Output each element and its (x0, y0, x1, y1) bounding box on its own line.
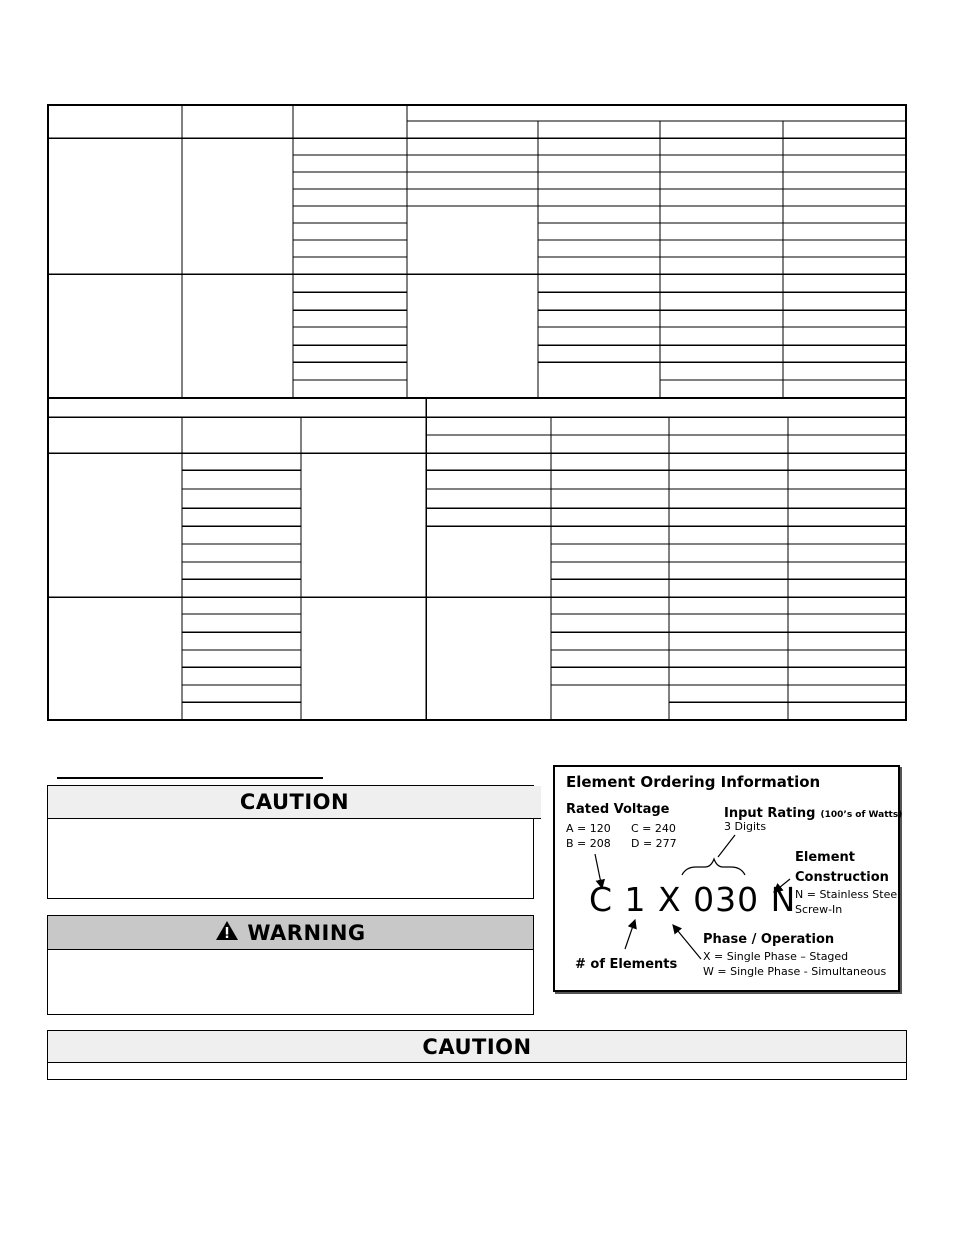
warning-notice (47, 915, 534, 1015)
rating-brace (682, 859, 745, 875)
example-part-code: C 1 X 030 N (589, 880, 797, 919)
input-rating-label: Input Rating (724, 806, 816, 821)
construction-option-cont: Screw-In (795, 903, 843, 916)
caution-title-bottom: CAUTION (422, 1034, 532, 1059)
voltage-option: B = 208 (566, 837, 611, 850)
caution-title: CAUTION (239, 790, 350, 814)
warning-header (48, 916, 533, 950)
input-rating-detail: 3 Digits (724, 820, 767, 833)
lower-table (48, 398, 906, 720)
construction-option: N = Stainless Steel (795, 888, 901, 901)
phase-arrow (673, 925, 701, 959)
caution-notice-bottom (47, 1030, 907, 1080)
warning-triangle-icon (215, 920, 239, 946)
ordering-arrows (555, 767, 902, 994)
voltage-option: C = 240 (631, 822, 676, 835)
section-heading-underline (57, 777, 323, 779)
element-construction-label-2: Construction (795, 870, 889, 885)
warning-title: WARNING (247, 920, 366, 945)
element-construction-label-1: Element (795, 850, 855, 865)
phase-option: W = Single Phase - Simultaneous (703, 965, 887, 978)
caution-notice-top (47, 785, 534, 899)
element-ordering-info (553, 765, 903, 992)
ordering-title: Element Ordering Information (566, 773, 821, 791)
caution-header-bottom (48, 1031, 906, 1063)
construction-arrow (774, 879, 790, 892)
input-rating-qualifier: (100’s of Watts) (820, 810, 903, 820)
voltage-option: D = 277 (631, 837, 677, 850)
phase-option: X = Single Phase – Staged (703, 950, 849, 963)
num-elements-label: # of Elements (575, 957, 678, 972)
rating-pointer (718, 835, 735, 857)
phase-operation-label: Phase / Operation (703, 932, 835, 947)
voltage-option: A = 120 (566, 822, 611, 835)
elements-arrow (625, 920, 635, 949)
upper-table (48, 105, 906, 398)
rated-voltage-label: Rated Voltage (566, 802, 670, 817)
voltage-arrow (595, 854, 602, 888)
caution-header (48, 786, 541, 819)
